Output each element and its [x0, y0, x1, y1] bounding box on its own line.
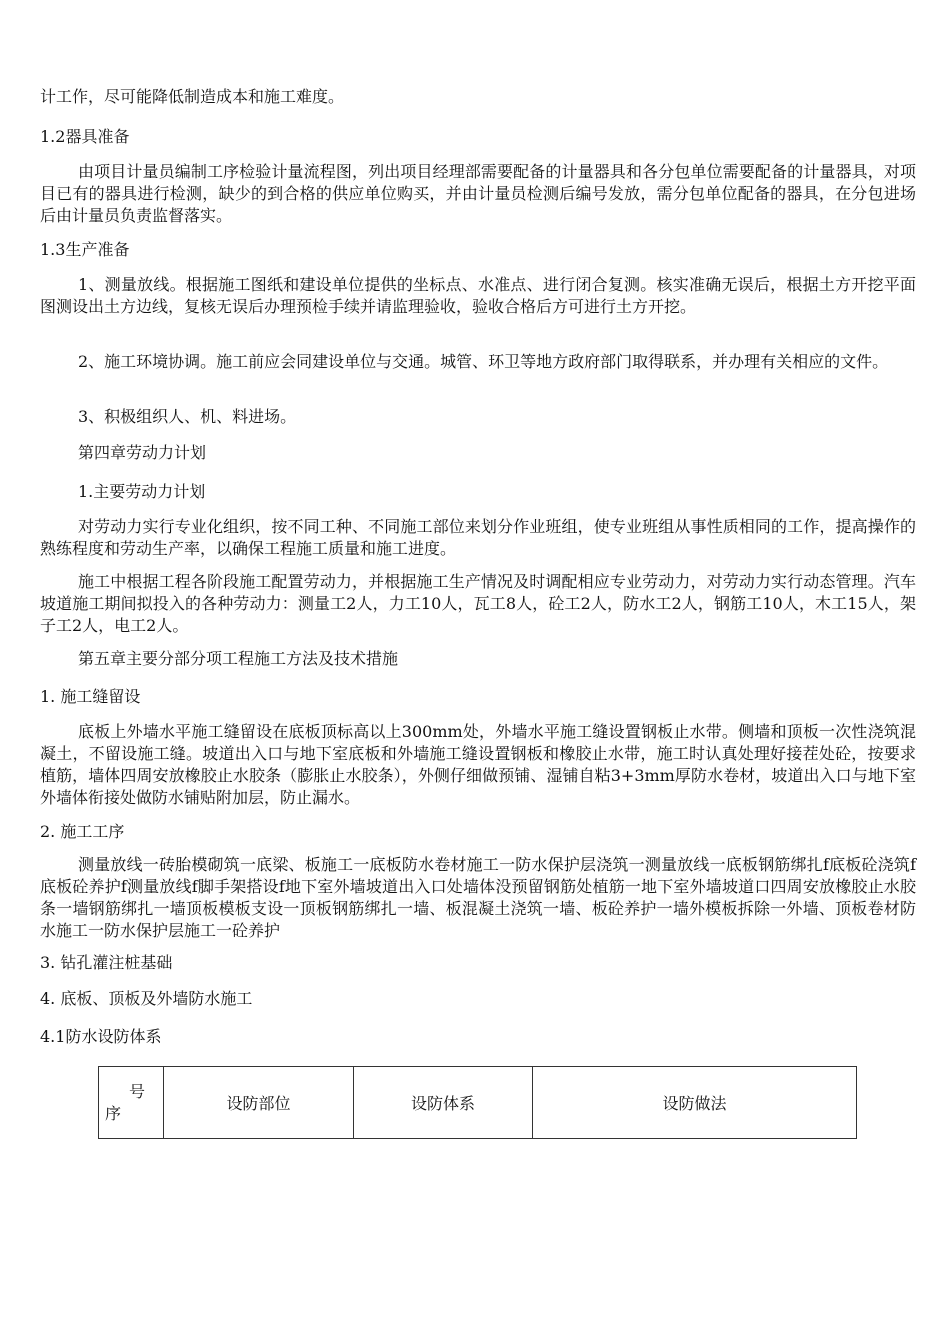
chapter-heading-4: 第四章劳动力计划 — [78, 443, 207, 462]
paragraph-survey-layout: 1、测量放线。根据施工图纸和建设单位提供的坐标点、水准点、进行闭合复测。核实准确无误后，根据土方开挖平面图测设出土方边线，复核无误后办理预检手续并请监理验收，验收合格后方可进行土方开挖。 — [40, 275, 916, 316]
section-heading-waterproofing: 4. 底板、顶板及外墙防水施工 — [40, 989, 253, 1008]
paragraph-mobilization: 3、积极组织人、机、料进场。 — [78, 407, 297, 426]
section-heading-1-2: 1.2器具准备 — [40, 127, 130, 146]
table-header-location: 设防部位 — [164, 1067, 354, 1139]
table-header-serial — [99, 1067, 164, 1139]
section-heading-4-1: 4.1防水设防体系 — [40, 1027, 162, 1046]
section-heading-bored-pile: 3. 钻孔灌注桩基础 — [40, 953, 173, 972]
paragraph-continuation: 计工作，尽可能降低制造成本和施工难度。 — [40, 87, 345, 106]
section-heading-construction-joint: 1. 施工缝留设 — [40, 687, 141, 706]
section-heading-construction-sequence: 2. 施工工序 — [40, 822, 125, 841]
table-header-system: 设防体系 — [354, 1067, 533, 1139]
subheading-labor-plan: 1.主要劳动力计划 — [78, 482, 206, 501]
section-heading-1-3: 1.3生产准备 — [40, 240, 130, 259]
paragraph-environment-coordination: 2、施工环境协调。施工前应会同建设单位与交通。城管、环卫等地方政府部门取得联系，并办理有关相应的文件。 — [78, 352, 889, 371]
serial-header-top: 号 — [128, 1081, 145, 1101]
table-header-row — [99, 1067, 857, 1139]
paragraph-construction-sequence: 测量放线一砖胎模砌筑一底梁、板施工一底板防水卷材施工一防水保护层浇筑一测量放线一底板钢筋绑扎f底板砼浇筑f底板砼养护f测量放线f脚手架搭设f地下室外墙坡道出入口处墙体没预留钢筋处植筋一地下室外墙坡道口四周安放橡胶止水胶条一墙钢筋绑扎一墙顶板模板支设一顶板钢筋绑扎一墙、板混凝土浇筑一墙、板砼养护一墙外模板拆除一外墙、顶板卷材防水施工一防水保护层施工一砼养护 — [40, 855, 916, 940]
waterproofing-table — [98, 1066, 857, 1139]
paragraph-instrument-prep: 由项目计量员编制工序检验计量流程图，列出项目经理部需要配备的计量器具和各分包单位需要配备的计量器具，对项目已有的器具进行检测，缺少的到合格的供应单位购买，并由计量员检测后编号发放，需分包单位配备的器具，在分包进场后由计量员负责监督落实。 — [40, 162, 916, 225]
chapter-heading-5: 第五章主要分部分项工程施工方法及技术措施 — [78, 649, 399, 668]
paragraph-labor-allocation: 施工中根据工程各阶段施工配置劳动力，并根据施工生产情况及时调配相应专业劳动力，对劳动力实行动态管理。汽车坡道施工期间拟投入的各种劳动力：测量工2人，力工10人，瓦工8人，砼工2人，防水工2人，钢筋工10人，木工15人，架子工2人，电工2人。 — [40, 572, 916, 635]
paragraph-labor-organization: 对劳动力实行专业化组织，按不同工种、不同施工部位来划分作业班组，使专业班组从事性质相同的工作，提高操作的熟练程度和劳动生产率，以确保工程施工质量和施工进度。 — [40, 517, 916, 558]
serial-header-bottom: 序 — [105, 1103, 122, 1123]
paragraph-construction-joint: 底板上外墙水平施工缝留设在底板顶标高以上300mm处，外墙水平施工缝设置钢板止水带。侧墙和顶板一次性浇筑混凝土，不留设施工缝。坡道出入口与地下室底板和外墙施工缝设置钢板和橡胶止水带，施工时认真处理好接茬处砼，按要求植筋，墙体四周安放橡胶止水胶条（膨胀止水胶条），外侧仔细做预铺、湿铺自粘3+3mm厚防水卷材，坡道出入口与地下室外墙体衔接处做防水铺贴附加层，防止漏水。 — [40, 722, 916, 807]
table-header-method: 设防做法 — [533, 1067, 857, 1139]
